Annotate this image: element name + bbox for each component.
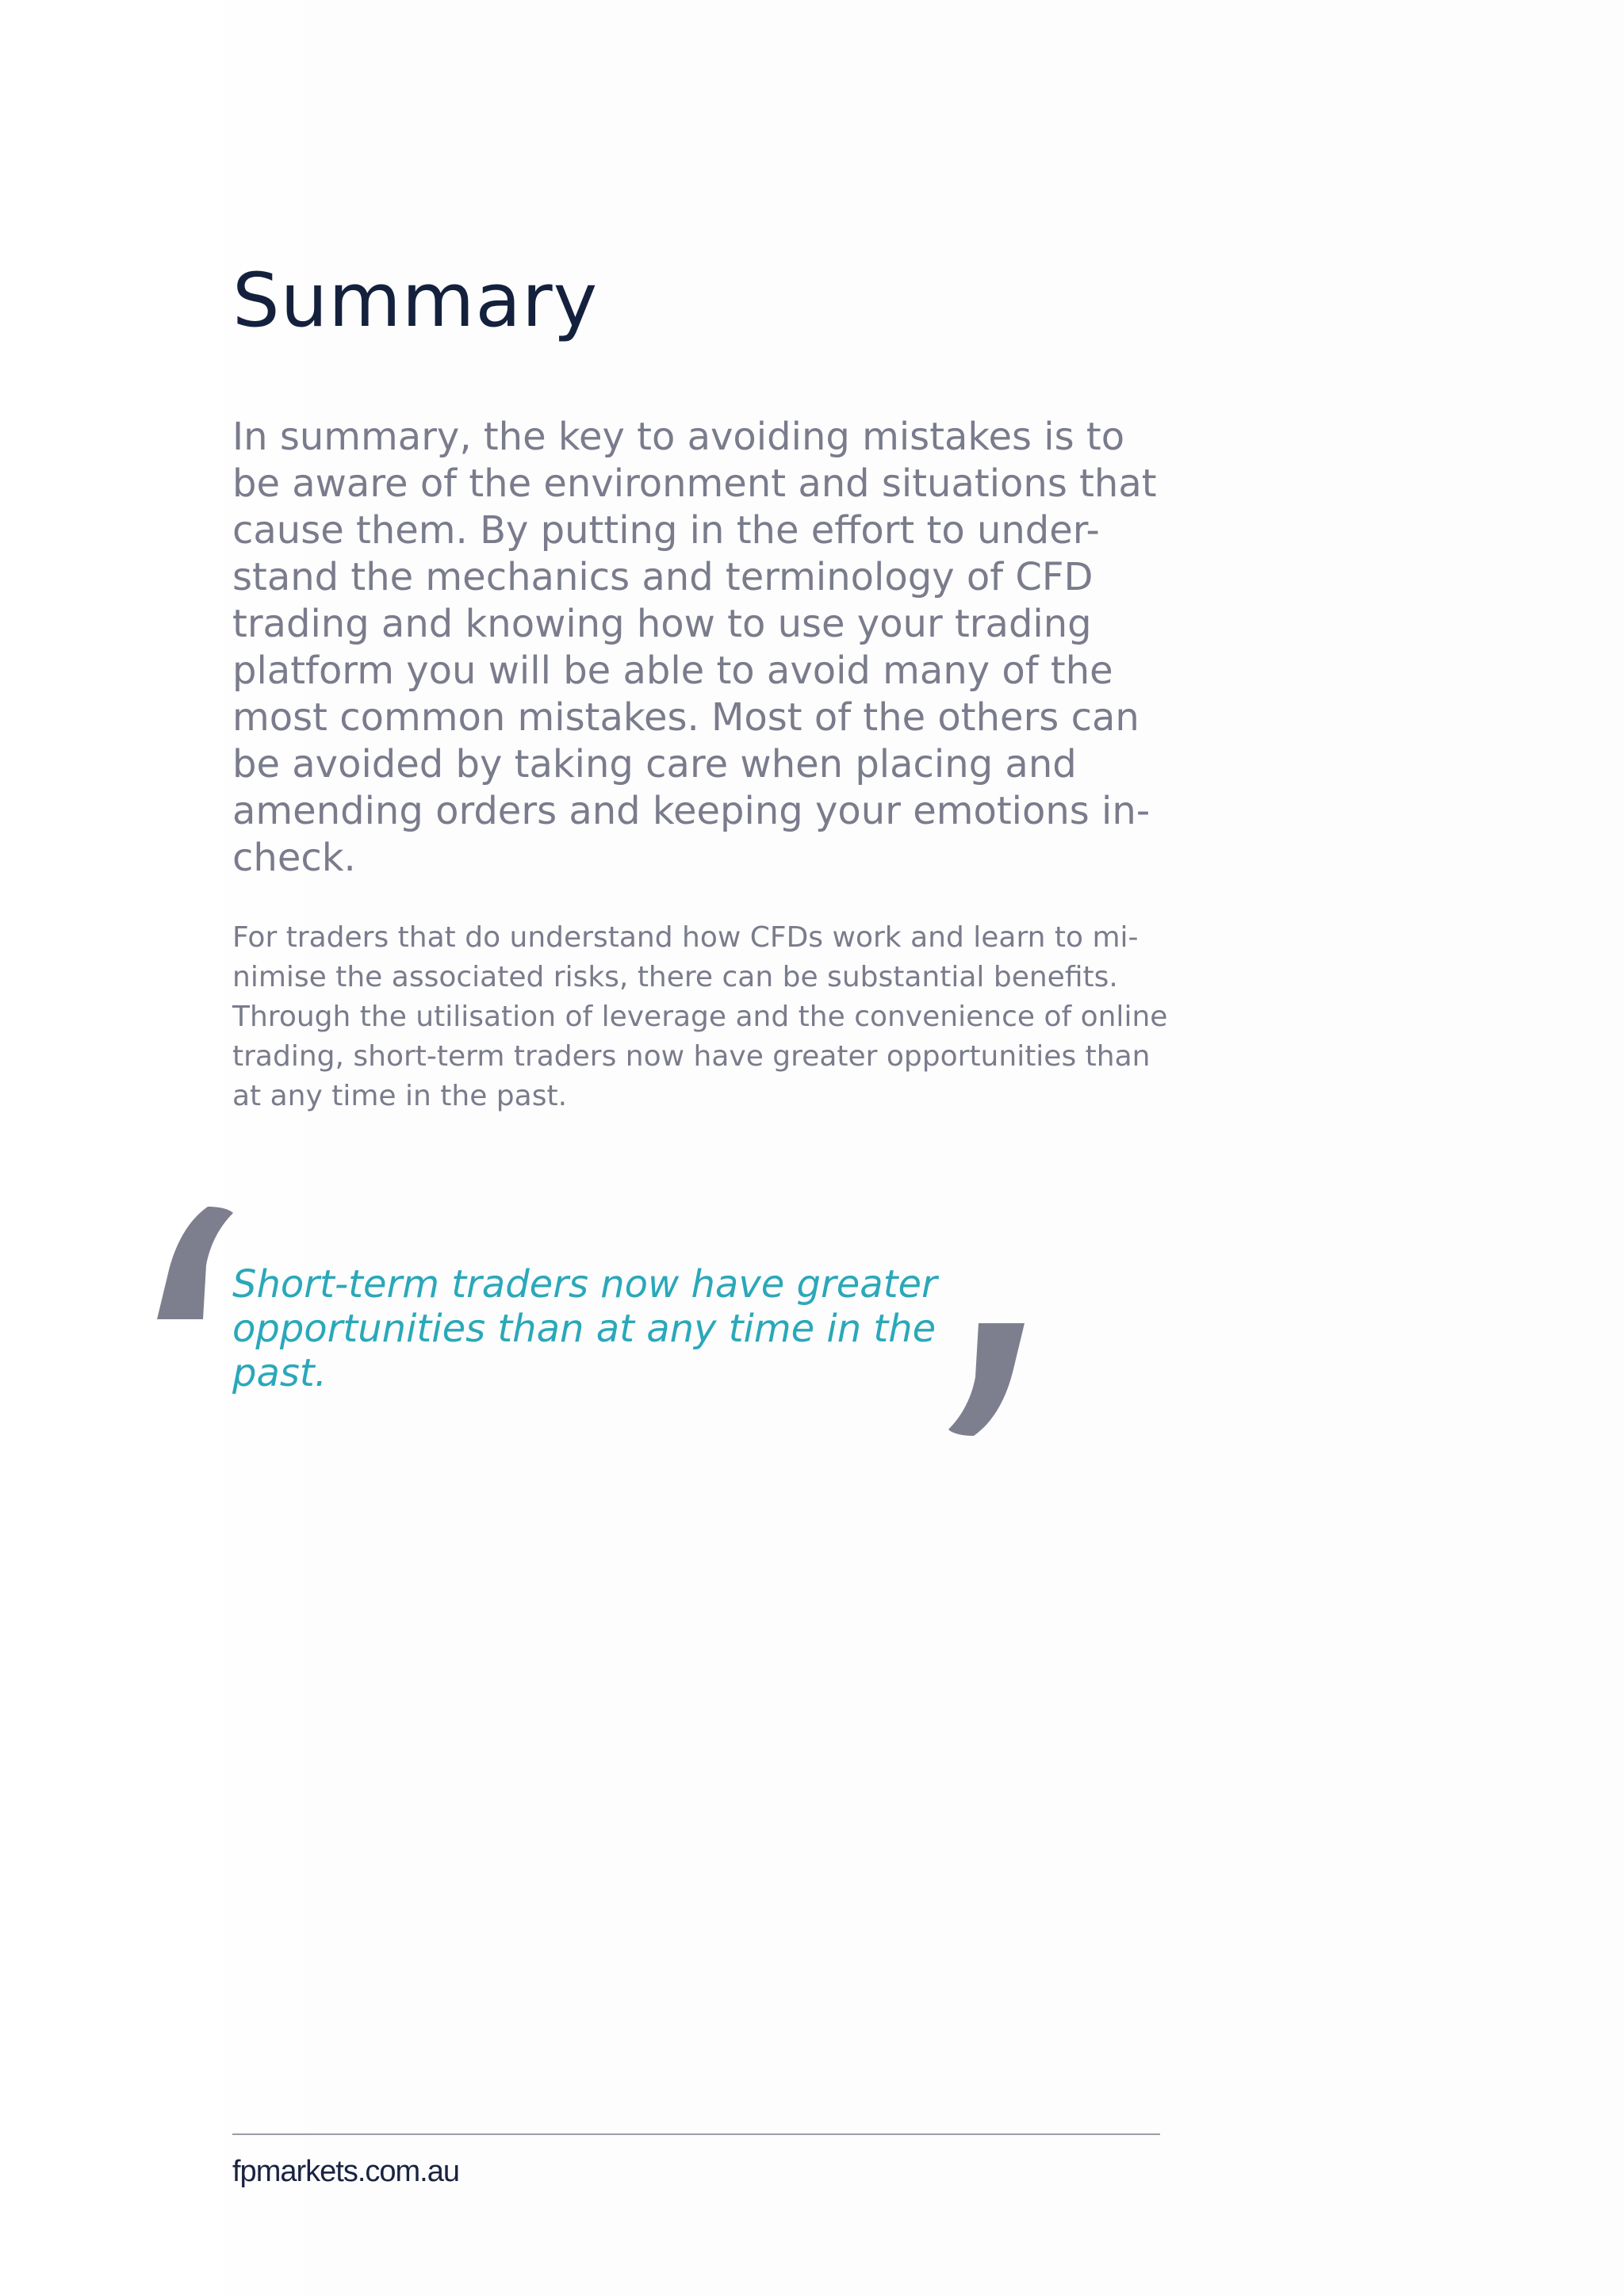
pull-quote-line: past. — [232, 1351, 327, 1395]
lead-line: In summary, the key to avoiding mistakes is to — [232, 415, 1125, 459]
lead-line: check. — [232, 836, 356, 880]
lead-line: be aware of the environment and situations that — [232, 461, 1157, 506]
pull-quote-line: opportunities than at any time in the — [232, 1307, 936, 1351]
lead-line: trading and knowing how to use your trading — [232, 602, 1092, 646]
open-quote-icon — [151, 1203, 238, 1322]
page-title: Summary — [232, 258, 599, 344]
footer-website: fpmarkets.com.au — [232, 2155, 459, 2188]
close-quote-icon — [944, 1320, 1031, 1439]
lead-line: amending orders and keeping your emotions in- — [232, 789, 1151, 833]
pull-quote — [232, 1262, 937, 1395]
body-paragraph — [232, 918, 1216, 1116]
lead-line: most common mistakes. Most of the others can — [232, 695, 1139, 740]
lead-line: cause them. By putting in the effort to under- — [232, 508, 1100, 553]
lead-line: platform you will be able to avoid many of the — [232, 649, 1113, 693]
body-line: trading, short-term traders now have greater opportunities than — [232, 1040, 1151, 1073]
body-line: For traders that do understand how CFDs work and learn to mi- — [232, 921, 1139, 954]
pull-quote-line: Short-term traders now have greater — [232, 1262, 937, 1307]
footer-divider — [232, 2133, 1160, 2135]
lead-paragraph — [232, 414, 1216, 882]
lead-line: be avoided by taking care when placing and — [232, 742, 1077, 786]
body-line: Through the utilisation of leverage and the convenience of online — [232, 1001, 1168, 1033]
body-line: at any time in the past. — [232, 1080, 568, 1112]
body-line: nimise the associated risks, there can be substantial benefits. — [232, 961, 1118, 993]
lead-line: stand the mechanics and terminology of CFD — [232, 555, 1094, 599]
